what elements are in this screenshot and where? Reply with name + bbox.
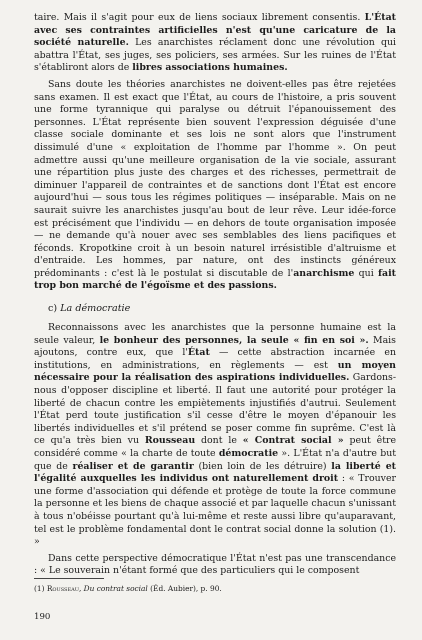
paragraph-anarchism-critique	[34, 79, 396, 293]
bold-text: démocratie	[218, 448, 279, 459]
footnote	[34, 584, 222, 594]
bold-text: la liberté et l'égalité auxquelles les individus ont naturellement droit	[34, 460, 397, 485]
section-heading	[48, 303, 396, 314]
footnote-divider	[34, 578, 104, 579]
paragraph-democratic-perspective: Dans cette perspective démocratique l'État n'est pas une transcendance : « Le souverain n'étant formé que des particuliers qui le composent	[34, 552, 396, 577]
paragraph-anarchism-conclusion	[34, 12, 396, 75]
section-title: La démocratie	[60, 303, 131, 315]
text-run: Mais ajoutons, contre eux, que l'	[34, 334, 396, 359]
footnote-author: Rousseau,	[46, 584, 82, 593]
text-run: qui	[354, 267, 378, 279]
text-run: Les anarchistes réclament donc une révolution qui abattra l'État, ses juges, ses policiers, ses armées. Sur les ruines de l'État s'établiront alors de	[34, 37, 397, 74]
text-run: dont le	[195, 435, 243, 447]
footnote-edition: (Éd. Aubier), p. 90.	[150, 584, 222, 593]
bold-text: L'État avec ses contraintes artificielles n'est qu'une caricature de la société naturelle.	[34, 12, 396, 49]
footnote-number: (1)	[34, 584, 45, 593]
text-run: peut être considéré comme « la charte de toute	[34, 435, 397, 459]
text-run: taire. Mais il s'agit pour eux de liens sociaux librement consentis.	[34, 12, 365, 23]
page-number: 190	[34, 612, 51, 622]
text-run: (bien loin de les détruire)	[193, 460, 332, 472]
text-run: Reconnaissons avec les anarchistes que la personne humaine est la seule valeur,	[34, 322, 396, 346]
section-letter: c)	[48, 303, 58, 315]
bold-text: « Contrat social »	[242, 435, 344, 447]
bold-text: Rousseau	[144, 435, 196, 447]
bold-text: fait trop bon marché de l'égoïsme et des passions.	[34, 267, 396, 292]
bold-text: un moyen nécessaire pour la réalisation des aspirations individuelles.	[34, 359, 396, 384]
footnote-work: Du contrat social	[83, 584, 148, 593]
bold-text: le bonheur des personnes, la seule « fin en soi ».	[99, 334, 369, 346]
text-run: ». L'État n'a d'autre but que de	[34, 448, 397, 472]
bold-text: réaliser et de garantir	[72, 460, 194, 472]
bold-text: libres associations humaines.	[132, 62, 288, 74]
bold-text: anarchisme	[293, 267, 355, 279]
paragraph-democracy	[34, 322, 396, 549]
text-run: — cette abstraction incarnée en institutions, en administrations, en règlements — est	[34, 347, 396, 371]
text-run: : « Trouver une forme d'association qui défende et protège de toute la force commune la personne et les biens de chaque associé et par laquelle chacun s'unissant à tous n'obéisse pourtant qu'à lui-même et reste aussi libre qu'auparavant, tel est le problème fondamental dont le contrat social donne la solution (1). »	[34, 473, 397, 548]
bold-text: État	[187, 347, 210, 359]
text-run: Gardons-nous d'opposer discipline et liberté. Il faut une autorité pour protéger la liberté de chacun contre les empiètements injustifiés d'autrui. Seulement l'État perd toute justification s'il cesse d'être le moyen d'épanouir les libertés individuelles et s'il prétend se poser comme fin suprême. C'est là ce qu'a très bien vu	[34, 372, 396, 447]
text-run: Sans doute les théories anarchistes ne doivent-elles pas être rejetées sans examen. Il est exact que l'État, au cours de l'histoire, a pris souvent une forme tyrannique qui paralyse ou détruit l'épanouissement des personnes. L'État représente bien souvent l'expression déguisée d'une classe sociale dominante et ses lois ne sont alors que l'instrument dissimulé d'une « exploitation de l'homme par l'homme ». On peut admettre aussi qu'une meilleure organisation de la vie sociale, assurant une répartition plus juste des charges et des richesses, permettrait de diminuer l'appareil de contraintes et de sanctions dont l'État est encore aujourd'hui — sous tous les régimes politiques — inséparable. Mais on ne saurait suivre les anarchistes jusqu'au bout de leur rêve. Leur idée-force est précisément que l'individu — en dehors de toute organisation imposée — ne demande qu'à nouer avec ses semblables des liens pacifiques et féconds. Kropotkine croit à un besoin naturel irrésistible d'altruisme et d'entraide. Les hommes, par nature, ont des instincts généreux prédominants : c'est là le postulat si discutable de l'	[34, 78, 396, 279]
